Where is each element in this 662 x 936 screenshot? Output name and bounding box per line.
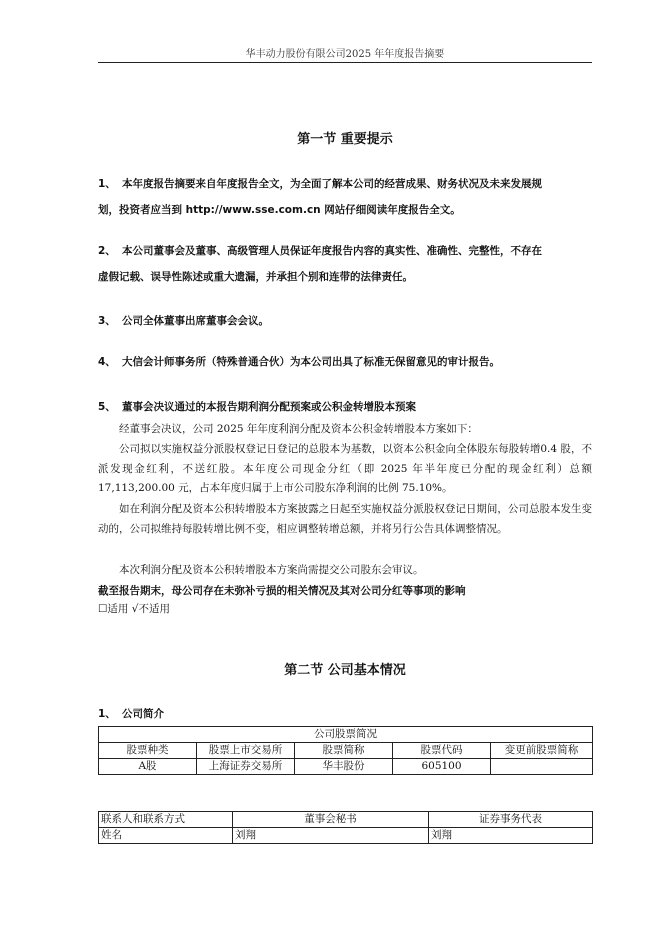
secretary-name-cell: 刘翔 [233,828,429,844]
item-1-number: 1、 [98,178,116,190]
column-header: 联系人和联系方式 [99,812,233,828]
column-header: 股票上市交易所 [197,743,295,759]
stock-table-header-row [99,743,593,759]
item-2-number: 2、 [98,245,116,257]
stock-type-cell: A股 [99,759,197,775]
stock-info-table [98,726,593,775]
item-3-number: 3、 [98,315,116,327]
item-5-number: 5、 [98,401,116,413]
company-profile-heading [98,701,592,727]
item-3-text: 公司全体董事出席董事会会议。 [122,315,269,327]
column-header: 股票代码 [393,743,491,759]
company-profile-number: 1、 [98,708,116,720]
item-3 [98,308,592,334]
item-5 [98,394,592,420]
paragraph-shareholder-approval: 本次利润分配及资本公积转增股本方案尚需提交公司股东会审议。 [119,564,424,576]
contact-table-header-row [99,812,593,828]
stock-code-cell: 605100 [393,759,491,775]
section-2-title: 第二节 公司基本情况 [284,663,406,678]
stock-table-caption: 公司股票简况 [99,727,593,743]
contact-table [98,811,593,844]
column-header: 变更前股票简称 [491,743,593,759]
paragraph-distribution-plan: 公司拟以实施权益分派股权登记日登记的总股本为基数，以资本公积金向全体股东每股转增0.4 股，不派发现金红利，不送红股。本年度公司现金分红（即 2025 年半年度已分配的现金红利）总额 17,113,200.00 元，占本年度归属于上市公司股东净利润的比例 75.10%。 [98,443,592,494]
column-header: 董事会秘书 [233,812,429,828]
name-label-cell: 姓名 [99,828,233,844]
item-1-line-1: 本年度报告摘要来自年度报告全文，为全面了解本公司的经营成果、财务状况及未来发展规 [122,178,542,190]
previous-abbr-cell [491,759,593,775]
item-4-text: 大信会计师事务所（特殊普通合伙）为本公司出具了标准无保留意见的审计报告。 [122,356,500,368]
item-2-line-1: 本公司董事会及董事、高级管理人员保证年度报告内容的真实性、准确性、完整性，不存在 [122,245,542,257]
representative-name-cell: 刘翔 [429,828,593,844]
paragraph-board-resolution: 经董事会决议，公司 2025 年年度利润分配及资本公积金转增股本方案如下： [119,423,478,435]
header-divider [98,62,592,63]
column-header: 证券事务代表 [429,812,593,828]
stock-abbr-cell: 华丰股份 [295,759,393,775]
item-2 [98,238,592,290]
paragraph-share-change: 如在利润分配及资本公积转增股本方案披露之日起至实施权益分派股权登记日期间，公司总股本发生变动的，公司拟维持每股转增比例不变，相应调整转增总额，并将另行公告具体调整情况。 [98,503,592,535]
company-profile-text: 公司简介 [122,708,164,720]
item-2-line-2: 虚假记载、误导性陈述或重大遗漏，并承担个别和连带的法律责任。 [98,271,413,283]
report-header: 华丰动力股份有限公司2025 年年度报告摘要 [245,49,445,60]
section-1-title: 第一节 重要提示 [297,132,393,147]
table-row [99,828,593,844]
item-4-number: 4、 [98,356,116,368]
uncovered-loss-question: 截至报告期末，母公司存在未弥补亏损的相关情况及其对公司分红等事项的影响 [98,585,466,597]
table-row [99,759,593,775]
exchange-cell: 上海证券交易所 [197,759,295,775]
applicability-checkbox: ☐适用 √不适用 [98,603,170,615]
item-1-line-2: 划，投资者应当到 http://www.sse.com.cn 网站仔细阅读年度报告全文。 [98,204,461,216]
column-header: 股票种类 [99,743,197,759]
item-1 [98,171,592,223]
item-4 [98,349,592,375]
column-header: 股票简称 [295,743,393,759]
item-5-text: 董事会决议通过的本报告期利润分配预案或公积金转增股本预案 [122,401,416,413]
